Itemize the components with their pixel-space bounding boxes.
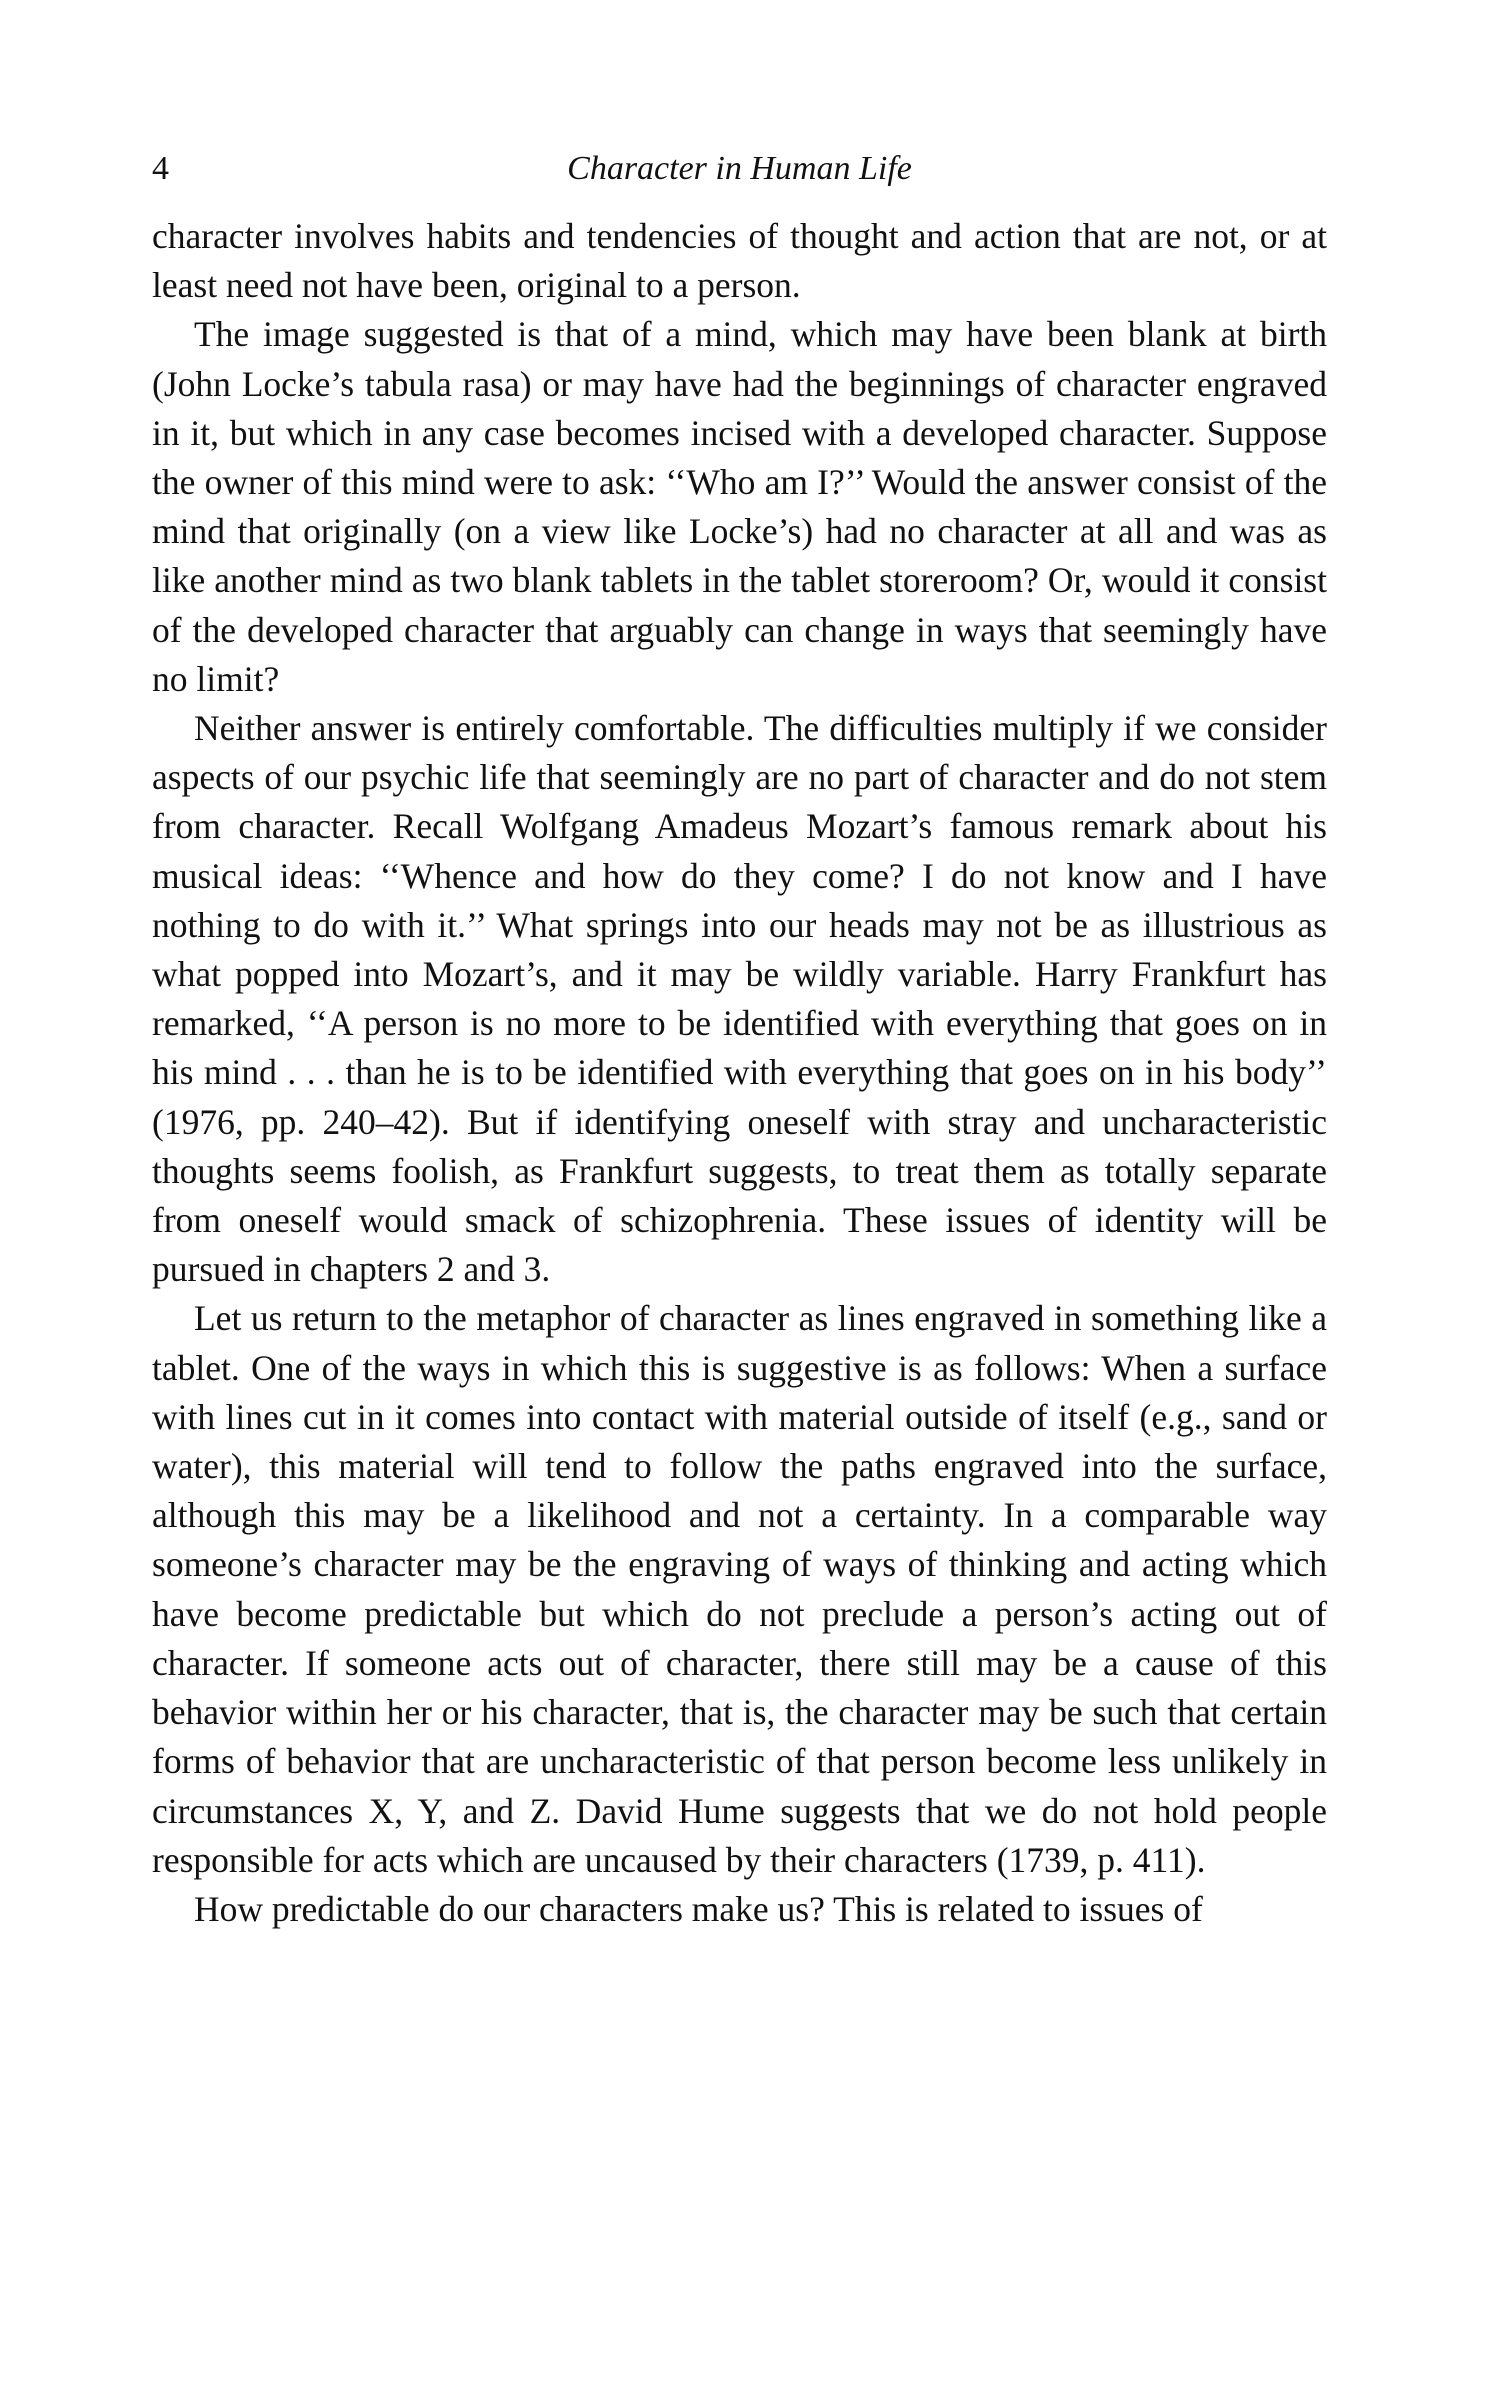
paragraph-predictability: How predictable do our characters make us? This is related to issues of [194,1888,1203,1929]
running-title: Character in Human Life [567,150,912,187]
paragraph-continuation: character involves habits and tendencies of thought and action that are not, or at least need not have been, original to a person. [152,216,1327,306]
page-number: 4 [152,150,169,187]
book-page [152,140,1327,1934]
paragraph-neither-answer: Neither answer is entirely comfortable. The difficulties multiply if we consider aspects of our psychic life that seemingly are no part of character and do not stem from character. Recall Wolfgang Amadeus Mozart’s famous remark about his musical ideas: ‘‘Whence and how do they come? I do not know and I have nothing to do with it.’’ What springs into our heads may not be as illustrious as what popped into Mozart’s, and it may be wildly variable. Harry Frankfurt has remarked, ‘‘A person is no more to be identified with everything that goes on in his mind . . . than he is to be identified with everything that goes on in his body’’ (1976, pp. 240–42). But if identifying oneself with stray and uncharacteristic thoughts seems foolish, as Frankfurt suggests, to treat them as totally separate from oneself would smack of schizophrenia. These issues of identity will be pursued in chapters 2 and 3. [152,708,1327,1290]
paragraph-blank-mind: The image suggested is that of a mind, which may have been blank at birth (John Locke’s tabula rasa) or may have had the beginnings of character engraved in it, but which in any case becomes incised with a developed character. Suppose the owner of this mind were to ask: ‘‘Who am I?’’ Would the answer consist of the mind that originally (on a view like Locke’s) had no character at all and was as like another mind as two blank tablets in the tablet storeroom? Or, would it consist of the developed character that arguably can change in ways that seemingly have no limit? [152,314,1327,699]
body-text [152,212,1327,1934]
paragraph-engraved-metaphor: Let us return to the metaphor of character as lines engraved in something like a tablet. One of the ways in which this is suggestive is as follows: When a surface with lines cut in it comes into contact with material outside of itself (e.g., sand or water), this material will tend to follow the paths engraved into the surface, although this may be a likelihood and not a certainty. In a comparable way someone’s character may be the engraving of ways of thinking and acting which have become predictable but which do not preclude a person’s acting out of character. If someone acts out of character, there still may be a cause of this behavior within her or his character, that is, the character may be such that certain forms of behavior that are uncharacteristic of that person become less unlikely in circumstances X, Y, and Z. David Hume suggests that we do not hold people responsible for acts which are uncaused by their characters (1739, p. 411). [152,1298,1327,1880]
running-head [152,140,1327,198]
